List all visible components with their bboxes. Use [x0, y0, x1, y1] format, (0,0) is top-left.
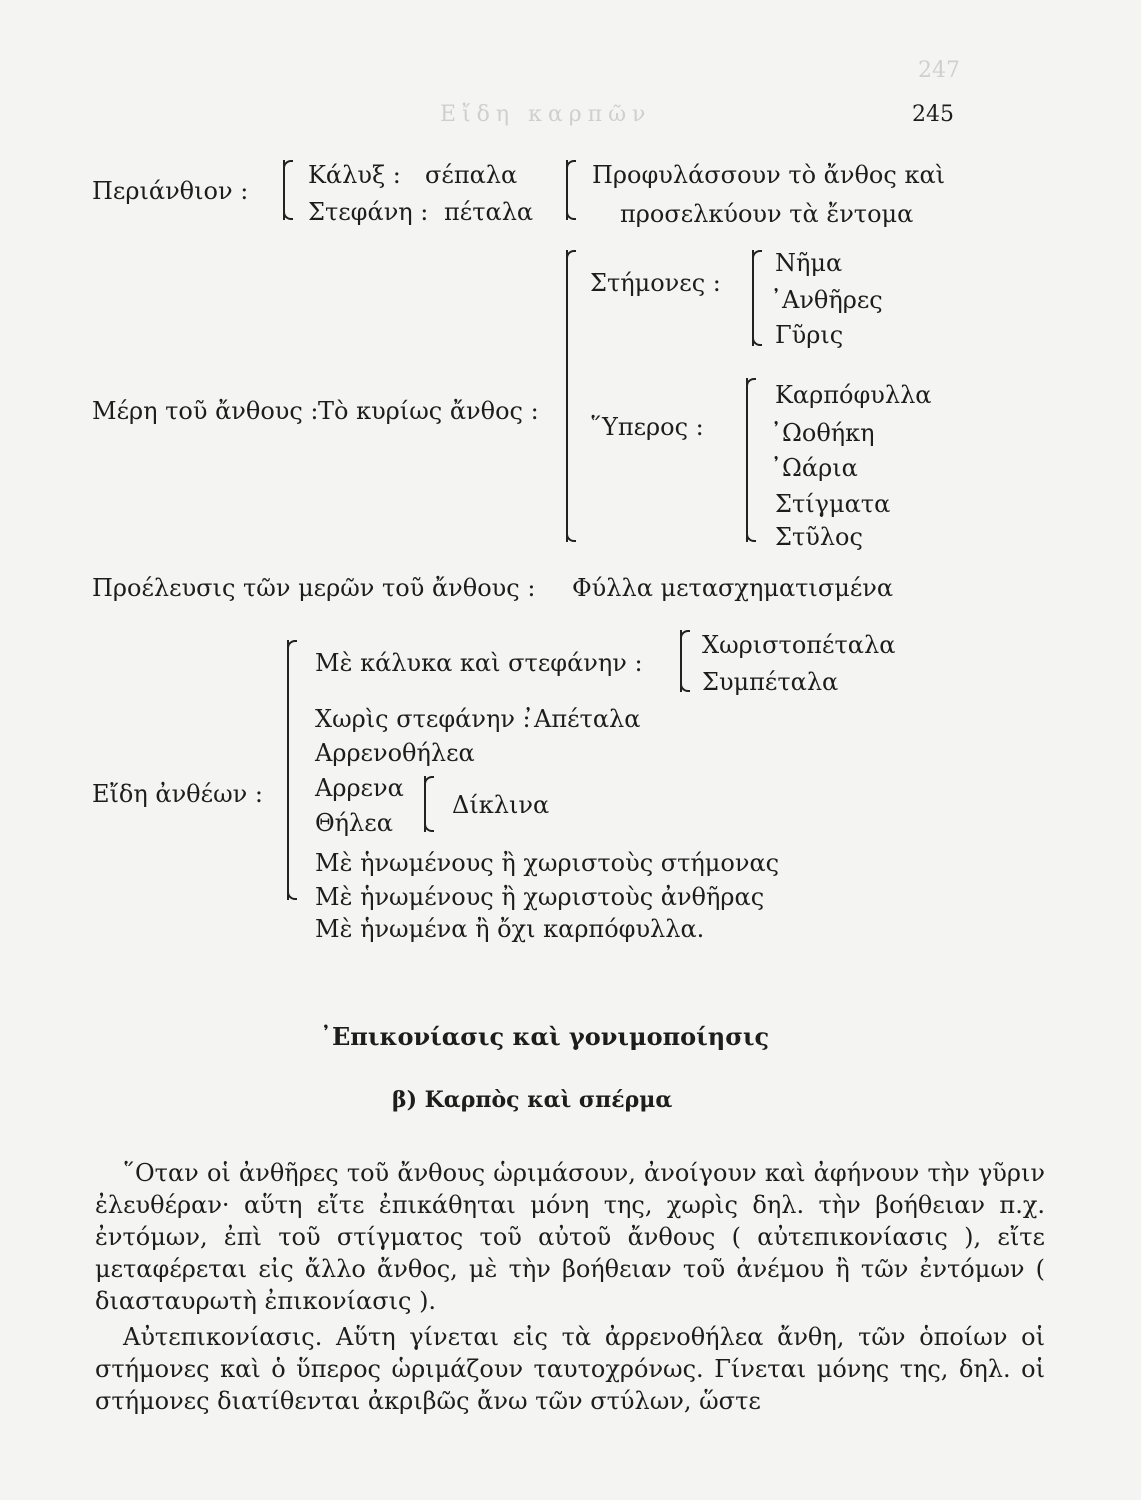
pistil-part: Στίγματα [775, 490, 891, 518]
apetalous: ᾿Απέταλα [522, 705, 641, 733]
without-corolla-label: Χωρὶς στεφάνην : [315, 705, 531, 733]
corolla-parts: πέταλα [444, 198, 534, 226]
pistil-label: ῞Υπερος : [590, 413, 704, 441]
pistil-part: ᾿Ωάρια [770, 454, 858, 482]
origin-value: Φύλλα μετασχηματισμένα [572, 574, 894, 602]
carpels-united: Μὲ ἡνωμένα ἢ ὄχι καρπόφυλλα. [315, 915, 705, 943]
brace [424, 776, 426, 832]
flower-proper-label: Τὸ κυρίως ἄνθος : [318, 397, 539, 425]
brace [566, 250, 568, 542]
section-subheading: β) Καρπὸς καὶ σπέρμα [392, 1087, 673, 1113]
stamen-part: Νῆμα [775, 249, 843, 277]
origin-label: Προέλευσις τῶν μερῶν τοῦ ἄνθους : [92, 574, 536, 602]
pistil-part: Καρπόφυλλα [775, 381, 932, 409]
hermaphrodite: Αρρενοθήλεα [315, 739, 475, 767]
perianth-label: Περιάνθιον : [92, 177, 249, 205]
pistil-part: ᾿Ωοθήκη [770, 419, 875, 447]
flower-types-label: Εἴδη ἀνθέων : [92, 780, 263, 808]
ghost-heading: Εἴδη καρπῶν [440, 102, 652, 127]
stamens-label: Στήμονες : [590, 269, 721, 297]
stamens-united: Μὲ ἡνωμένους ἢ χωριστοὺς στήμονας [315, 849, 780, 877]
perianth-role-line-2: προσελκύουν τὰ ἔντομα [620, 200, 914, 228]
corolla-label: Στεφάνη : [308, 198, 429, 226]
choripetalous: Χωριστοπέταλα [702, 631, 896, 659]
female: Θήλεα [315, 809, 393, 837]
ghost-page-number: 247 [918, 58, 960, 83]
dioecious: Δίκλινα [452, 791, 550, 819]
with-calyx-label: Μὲ κάλυκα καὶ στεφάνην : [315, 649, 643, 677]
sympetalous: Συμπέταλα [702, 668, 839, 696]
brace [746, 378, 748, 542]
male: Αρρενα [315, 774, 404, 802]
paragraph: ῞Οταν οἱ ἀνθῆρες τοῦ ἄνθους ὡριμάσουν, ἀνοίγουν καὶ ἀφήνουν τὴν γῦριν ἐλευθέραν· αὕτη εἴτε ἐπικάθηται μόνη της, χωρὶς δηλ. τὴν βοήθειαν π.χ. ἐντόμων, ἐπὶ τοῦ στίγματος τοῦ αὐτοῦ ἄνθους ( αὐτεπικονίασις ), εἴτε μεταφέρεται εἰς ἄλλο ἄνθος, μὲ τὴν βοήθειαν τοῦ ἀνέμου ἢ τῶν ἐντόμων ( διασταυρωτὴ ἐπικονίασις ). [95, 1159, 1045, 1315]
stamen-part: ᾿Ανθῆρες [770, 286, 883, 314]
brace [287, 640, 289, 900]
body-text [95, 1157, 1045, 1417]
section-heading: ᾿Επικονίασις καὶ γονιμοποίησις [320, 1022, 770, 1051]
brace [283, 160, 285, 220]
pistil-part: Στῦλος [775, 523, 863, 551]
brace [680, 630, 682, 692]
stamen-part: Γῦρις [775, 321, 844, 349]
page-number: 245 [912, 102, 954, 127]
calyx-parts: σέπαλα [425, 161, 518, 189]
anthers-united: Μὲ ἡνωμένους ἢ χωριστοὺς ἀνθῆρας [315, 883, 765, 911]
flower-parts-label: Μέρη τοῦ ἄνθους : [92, 397, 319, 425]
brace [752, 250, 754, 346]
perianth-role-line-1: Προφυλάσσουν τὸ ἄνθος καὶ [592, 161, 946, 189]
paragraph: Αὐτεπικονίασις. Αὕτη γίνεται εἰς τὰ ἀρρενοθήλεα ἄνθη, τῶν ὁποίων οἱ στήμονες καὶ ὁ ὕπερος ὡριμάζουν ταυτοχρόνως. Γίνεται μόνης της, δηλ. οἱ στήμονες διατίθενται ἀκριβῶς ἄνω τῶν στύλων, ὥστε [95, 1323, 1045, 1415]
calyx-label: Κάλυξ : [308, 161, 401, 189]
brace [566, 160, 568, 220]
